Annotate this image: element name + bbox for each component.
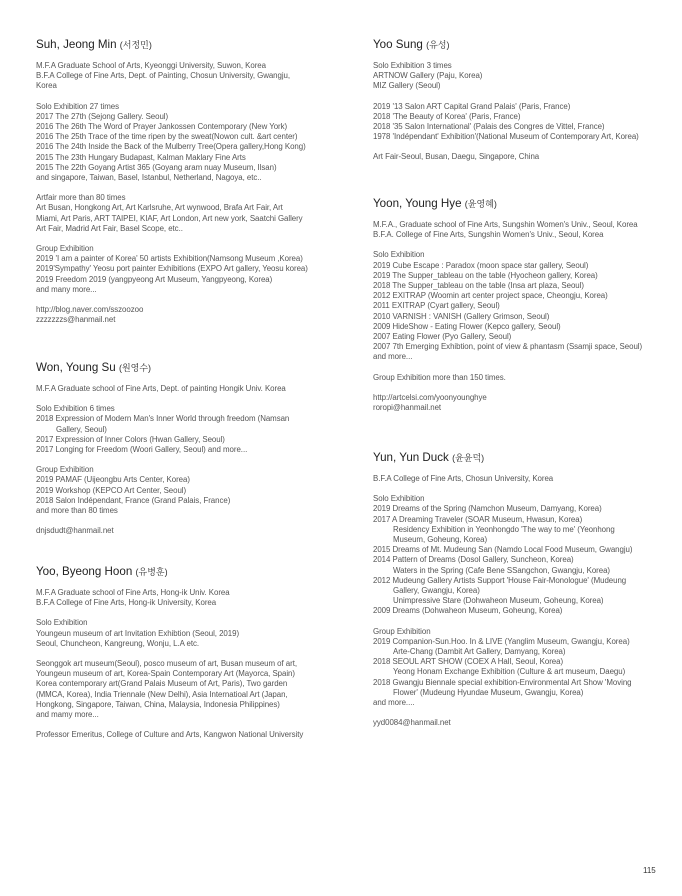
bio-line: Arte-Chang (Dambit Art Gallery, Damyang, Korea) — [393, 647, 566, 657]
bio-line: 2019 Freedom 2019 (yangpyeong Art Museum, Yangpyeong, Korea) — [36, 274, 273, 284]
bio-line: 2011 EXITRAP (Cyart gallery, Seoul) — [373, 301, 500, 311]
bio-line: 2018 Salon Indépendant, France (Grand Palais, France) — [36, 495, 231, 505]
bio-block — [373, 102, 678, 143]
artist-name: Yoon, Young Hye — [373, 197, 462, 210]
bio-line: ARTNOW Gallery (Paju, Korea) — [373, 71, 483, 81]
bio-line: Yeong Honam Exchange Exhibition (Culture & art museum, Daegu) — [393, 667, 626, 677]
bio-line: Solo Exhibition — [373, 494, 425, 504]
bio-line: Professor Emeritus, College of Culture and Arts, Kangwon National University — [36, 730, 304, 740]
bio-block — [373, 152, 678, 162]
bio-line: and singapore, Taiwan, Basel, Istanbul, Netherland, Nagoya, etc.. — [36, 173, 262, 183]
artist-name-korean: (서정민) — [119, 40, 152, 50]
bio-line: Seonggok art museum(Seoul), posco museum of art, Busan museum of art, — [36, 659, 298, 669]
bio-line: 2018 SEOUL ART SHOW (COEX A Hall, Seoul, Korea) — [373, 657, 564, 667]
bio-line: Gallery, Seoul) — [56, 424, 107, 434]
bio-block — [373, 494, 678, 616]
bio-line: 2015 The 23th Hungary Budapast, Kalman Maklary Fine Arts — [36, 152, 246, 162]
bio-line: 2019 Companion-Sun.Hoo. In & LIVE (Yanglim Museum, Gwangju, Korea) — [373, 636, 630, 646]
bio-block — [36, 659, 362, 720]
bio-line: Group Exhibition — [36, 465, 94, 475]
bio-line: 2018 Gwangju Biennale special exhibition-Environmental Art Show 'Moving — [373, 677, 632, 687]
bio-line: Group Exhibition — [36, 244, 94, 254]
bio-line: Unimpressive Stare (Dohwaheon Museum, Goheung, Korea) — [393, 596, 604, 606]
bio-line: 2019 Cube Escape : Paradox (moon space star gallery, Seoul) — [373, 260, 589, 270]
page-number: 115 — [643, 866, 656, 875]
bio-line: 2017 A Dreaming Traveler (SOAR Museum, Hwasun, Korea) — [373, 514, 583, 524]
bio-line: 2016 The 25th Trace of the time ripen by the sweat(Nowon cult. &art center) — [36, 132, 298, 142]
bio-line: B.F.A. College of Fine Arts, Sungshin Women's Univ., Seoul, Korea — [373, 230, 604, 240]
bio-line: 2018 The Supper_tableau on the table (Insa art plaza, Seoul) — [373, 281, 584, 291]
bio-line: 2019 Dreams of the Spring (Namchon Museum, Damyang, Korea) — [373, 504, 602, 514]
bio-line: Solo Exhibition 3 times — [373, 61, 452, 70]
artist-name: Yun, Yun Duck — [373, 451, 449, 464]
bio-line: Seoul, Chuncheon, Kangreung, Wonju, L.A etc. — [36, 638, 200, 648]
bio-block — [373, 250, 678, 362]
bio-block — [36, 404, 362, 455]
bio-block — [36, 305, 362, 325]
bio-line: 2012 Mudeung Gallery Artists Support 'House Fair-Monologue' (Mudeung — [373, 575, 627, 585]
bio-line: M.F.A Graduate School of Arts, Kyeonggi University, Suwon, Korea — [36, 61, 266, 70]
email-link[interactable]: zzzzzzzs@hanmail.net — [36, 315, 116, 325]
artist-name-heading — [36, 38, 362, 52]
bio-block — [36, 465, 362, 516]
artist-name-heading — [373, 38, 678, 52]
bio-line: 1978 'Indépendant' Exhibition'(National Museum of Contemporary Art, Korea) — [373, 132, 639, 142]
bio-line: 2015 Dreams of Mt. Mudeung San (Namdo Local Food Museum, Gwangju) — [373, 545, 633, 555]
bio-line: Residency Exhibition in Yeonhongdo 'The way to me' (Yeonhong — [393, 524, 615, 534]
bio-line: 2018 '35 Salon International' (Palais des Congres de Vittel, France) — [373, 122, 605, 132]
bio-line: Gallery, Gwangju, Korea) — [393, 586, 480, 596]
bio-line: M.F.A Graduate school of Fine Arts, Hong-ik Univ. Korea — [36, 588, 230, 597]
bio-line: M.F.A Graduate school of Fine Arts, Dept. of painting Hongik Univ. Korea — [36, 384, 286, 393]
artist-name-heading — [373, 451, 678, 465]
bio-block — [36, 244, 362, 295]
bio-line: Group Exhibition more than 150 times. — [373, 372, 506, 382]
bio-block — [36, 193, 362, 234]
bio-line: Miami, Art Paris, ART TAIPEI, KIAF, Art London, Art new york, Saatchi Gallery — [36, 213, 303, 223]
bio-line: 2018 'The Beauty of Korea' (Paris, France) — [373, 111, 521, 121]
bio-line: 2007 Eating Flower (Pyo Gallery, Seoul) — [373, 332, 512, 342]
website-link[interactable]: http://artcelsi.com/yoonyounghye — [373, 392, 487, 402]
bio-line: 2018 Expression of Modern Man's Inner World through freedom (Namsan — [36, 414, 290, 424]
bio-line: Art Fair-Seoul, Busan, Daegu, Singapore, China — [373, 152, 540, 162]
bio-line: and many more... — [36, 284, 97, 294]
bio-line: and more.... — [373, 698, 415, 708]
bio-line: Waters in the Spring (Cafe Bene SSangchon, Gwangju, Korea) — [393, 565, 610, 575]
bio-block — [36, 588, 362, 608]
bio-line: Flower' (Mudeung Hyundae Museum, Gwangju, Korea) — [393, 687, 584, 697]
bio-line: 2015 The 22th Goyang Artist 365 (Goyang aram nuay Museum, Ilsan) — [36, 162, 277, 172]
bio-block — [373, 373, 678, 383]
artist-name: Yoo, Byeong Hoon — [36, 565, 133, 578]
bio-line: Solo Exhibition — [373, 250, 425, 260]
bio-line: Art Fair, Madrid Art Fair, Basel Scope, etc.. — [36, 223, 183, 233]
bio-line: Artfair more than 80 times — [36, 193, 126, 203]
bio-line: 2019 PAMAF (Uijeongbu Arts Center, Korea) — [36, 475, 190, 485]
bio-line: 2016 The 24th Inside the Back of the Mulberry Tree(Opera gallery,Hong Kong) — [36, 142, 306, 152]
artist-name: Yoo Sung — [373, 38, 423, 51]
artist-entry — [373, 451, 678, 738]
bio-line: 2019'Sympathy' Yeosu port painter Exhibitions (EXPO Art gallery, Yeosu korea) — [36, 264, 308, 274]
bio-line: 2017 Expression of Inner Colors (Hwan Gallery, Seoul) — [36, 434, 225, 444]
artist-name-korean: (유병훈) — [135, 567, 168, 577]
bio-line: 2019 'I am a painter of Korea' 50 artists Exhibition(Namsong Museum ,Korea) — [36, 254, 303, 264]
artist-name-heading — [373, 197, 678, 211]
bio-line: 2012 EXITRAP (Woomin art center project space, Cheongju, Korea) — [373, 291, 608, 301]
bio-block — [373, 627, 678, 709]
bio-line: 2016 The 26th The Word of Prayer Jankossen Contemporary (New York) — [36, 122, 288, 132]
bio-line: Art Busan, Hongkong Art, Art Karlsruhe, Art wynwood, Brafa Art Fair, Art — [36, 203, 283, 213]
bio-block — [373, 393, 678, 413]
bio-line: Solo Exhibition 6 times — [36, 404, 115, 414]
bio-line: Hongkong, Singapore, Taiwan, China, Malaysia, Indonesia Philippines) — [36, 699, 280, 709]
bio-line: Solo Exhibition 27 times — [36, 101, 120, 111]
bio-line: 2014 Pattern of Dreams (Dosol Gallery, Suncheon, Korea) — [373, 555, 574, 565]
artist-name-heading — [36, 361, 362, 375]
artist-entry — [36, 361, 362, 546]
bio-line: 2007 7th Emerging Exhibtion, point of view & phantasm (Ssamji space, Seoul) — [373, 342, 643, 352]
email-link[interactable]: dnjsdudt@hanmail.net — [36, 526, 114, 536]
website-link[interactable]: http://blog.naver.com/sszoozoo — [36, 305, 144, 315]
bio-line: (MMCA, Korea), India Triennale (New Delhi), Asia Internatioal Art (Japan, — [36, 689, 288, 699]
email-link[interactable]: yyd0084@hanmail.net — [373, 718, 451, 728]
artist-name-korean: (유성) — [426, 40, 450, 50]
bio-block — [373, 61, 678, 92]
bio-block — [373, 474, 678, 484]
bio-line: B.F.A College of Fine Arts, Hong-ik University, Korea — [36, 598, 217, 608]
bio-line: B.F.A College of Fine Arts, Dept. of Painting, Chosun University, Gwangju, — [36, 71, 291, 81]
bio-line: Youngeun museum of art, Korea-Spain Contemporary Art (Mayorca, Spain) — [36, 669, 295, 679]
artist-name: Suh, Jeong Min — [36, 38, 117, 51]
artist-name-korean: (원영수) — [118, 363, 152, 373]
bio-block — [36, 102, 362, 184]
artist-entry — [36, 565, 362, 750]
bio-line: MIZ Gallery (Seoul) — [373, 81, 441, 91]
artist-entry — [373, 38, 678, 173]
bio-line: Korea — [36, 81, 57, 91]
bio-line: 2017 Longing for Freedom (Woori Gallery, Seoul) and more... — [36, 445, 248, 455]
bio-line: Solo Exhibition — [36, 618, 88, 628]
bio-block — [36, 384, 362, 394]
bio-line: 2019 '13 Salon ART Capital Grand Palais' (Paris, France) — [373, 101, 571, 111]
bio-line: 2009 Dreams (Dohwaheon Museum, Goheung, Korea) — [373, 606, 563, 616]
artist-entry — [373, 197, 678, 423]
bio-line: 2009 HideShow - Eating Flower (Kepco gallery, Seoul) — [373, 321, 561, 331]
bio-block — [36, 618, 362, 649]
bio-line: 2017 The 27th (Sejong Gallery. Seoul) — [36, 111, 169, 121]
artist-name-heading — [36, 565, 362, 579]
bio-line: Museum, Goheung, Korea) — [393, 535, 488, 545]
bio-line: B.F.A College of Fine Arts, Chosun University, Korea — [373, 474, 554, 483]
artist-entry — [36, 38, 362, 335]
bio-line: 2010 VARNISH : VANISH (Gallery Grimson, Seoul) — [373, 311, 550, 321]
artist-name-korean: (윤영혜) — [464, 199, 497, 209]
bio-line: and more than 80 times — [36, 506, 118, 516]
bio-line: Youngeun museum of art Invitation Exhibtion (Seoul, 2019) — [36, 628, 240, 638]
bio-line: and mamy more... — [36, 710, 99, 720]
bio-line: and more... — [373, 352, 413, 362]
bio-block — [373, 220, 678, 240]
bio-block — [36, 526, 362, 536]
artist-name: Won, Young Su — [36, 361, 116, 374]
artist-name-korean: (윤윤덕) — [452, 453, 485, 463]
bio-block — [373, 718, 678, 728]
bio-block — [36, 730, 362, 740]
bio-block — [36, 61, 362, 92]
bio-line: 2019 The Supper_tableau on the table (Hyocheon gallery, Korea) — [373, 270, 598, 280]
email-link[interactable]: roropi@hanmail.net — [373, 403, 442, 413]
bio-line: M.F.A., Graduate school of Fine Arts, Sungshin Women's Univ., Seoul, Korea — [373, 220, 638, 229]
bio-line: Group Exhibition — [373, 626, 431, 636]
bio-line: 2019 Workshop (KEPCO Art Center, Seoul) — [36, 485, 187, 495]
bio-line: Korea contemporary art(Grand Palais Museum of Art, Paris), Two garden — [36, 679, 288, 689]
